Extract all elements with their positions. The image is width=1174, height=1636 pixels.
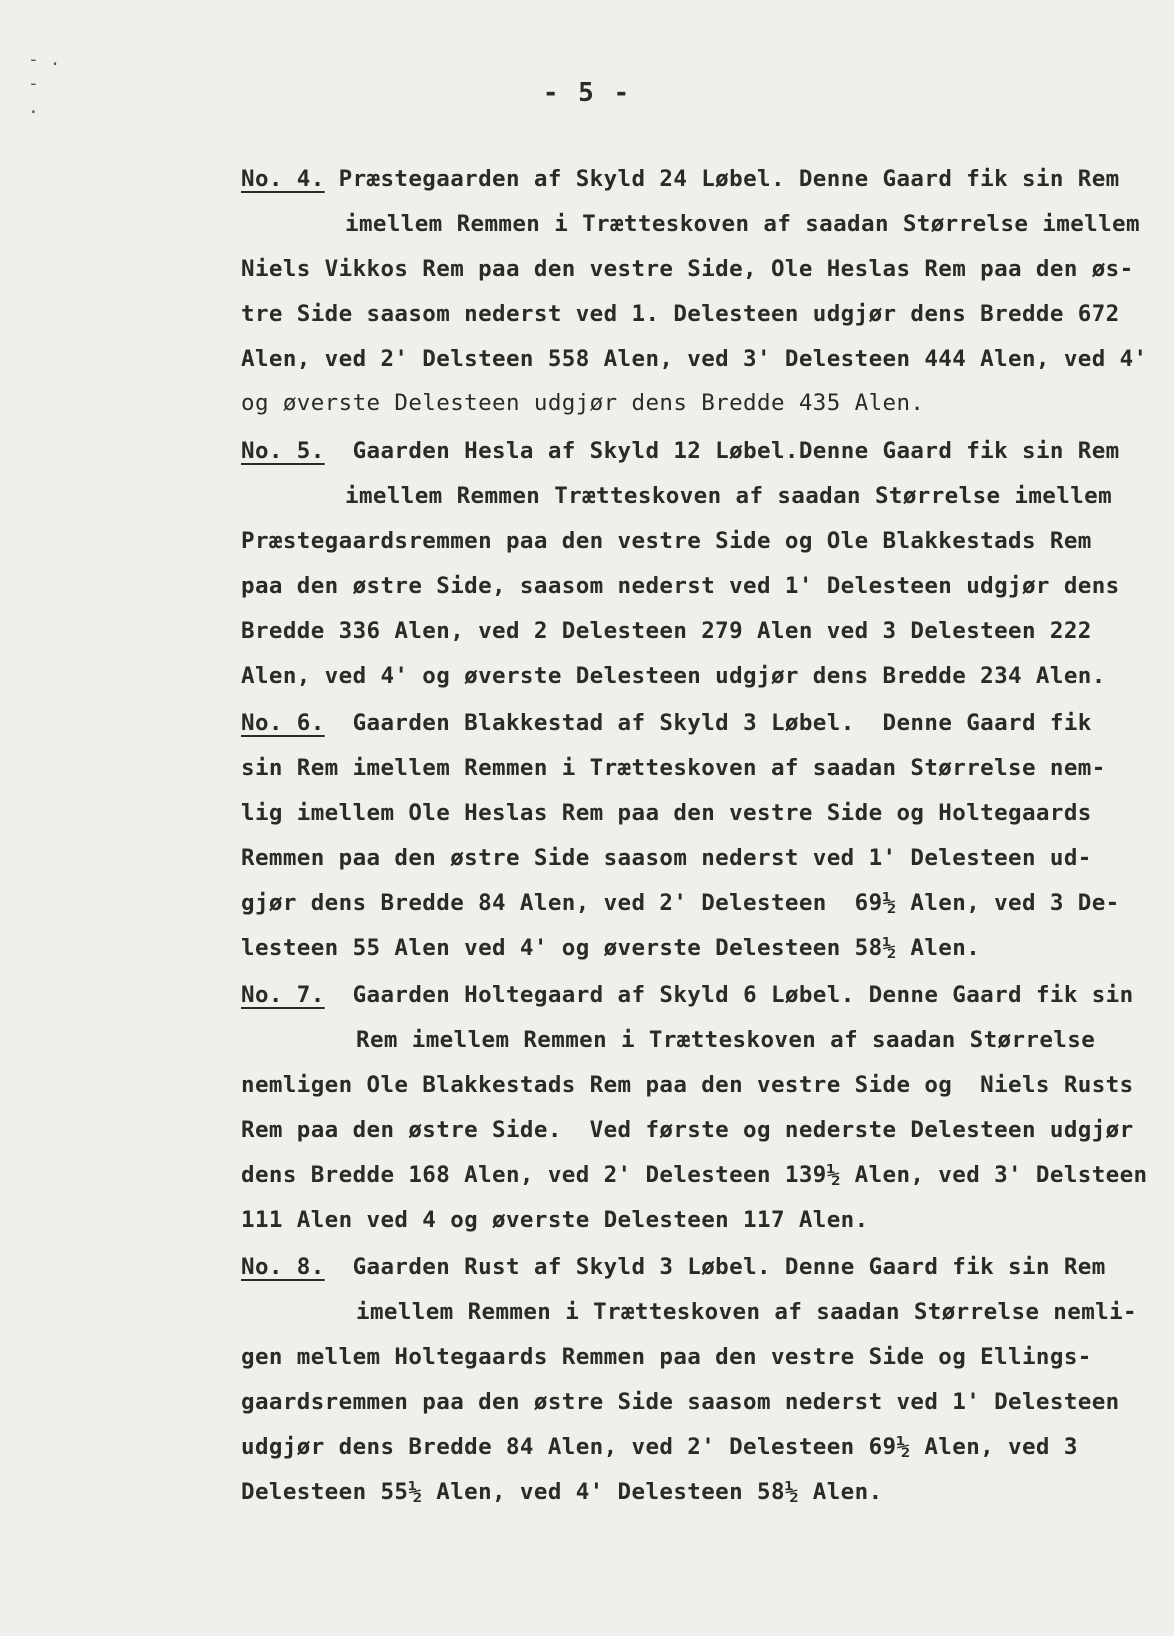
entry-5-line-5: Bredde 336 Alen, ved 2 Delesteen 279 Alen ved 3 Delesteen 222 bbox=[241, 618, 1092, 644]
entry-number: No. 4. bbox=[241, 166, 325, 192]
entry-7-line-4: Rem paa den østre Side. Ved første og nederste Delesteen udgjør bbox=[241, 1117, 1134, 1143]
entry-text: Gaarden Holtegaard af Skyld 6 Løbel. Denne Gaard fik sin bbox=[324, 982, 1134, 1008]
entry-text: Præstegaarden af Skyld 24 Løbel. Denne Gaard fik sin Rem bbox=[324, 166, 1120, 192]
entry-6-line-6: lesteen 55 Alen ved 4' og øverste Delesteen 58½ Alen. bbox=[241, 935, 981, 961]
entry-text: Gaarden Blakkestad af Skyld 3 Løbel. Denne Gaard fik bbox=[324, 710, 1092, 736]
entry-number: No. 6. bbox=[241, 710, 325, 736]
margin-mark: - bbox=[28, 73, 39, 94]
entry-6-line-4: Remmen paa den østre Side saasom nederst ved 1' Delesteen ud- bbox=[241, 845, 1092, 871]
entry-8-line-6: Delesteen 55½ Alen, ved 4' Delesteen 58½ Alen. bbox=[241, 1479, 883, 1505]
entry-7-line-1 bbox=[241, 972, 1134, 1018]
entry-8-line-3: gen mellem Holtegaards Remmen paa den vestre Side og Ellings- bbox=[241, 1344, 1092, 1370]
entry-4-line-5: Alen, ved 2' Delsteen 558 Alen, ved 3' Delesteen 444 Alen, ved 4' bbox=[241, 346, 1148, 372]
entry-5-line-4: paa den østre Side, saasom nederst ved 1' Delesteen udgjør dens bbox=[241, 573, 1120, 599]
entry-8-line-2: imellem Remmen i Trætteskoven af saadan Størrelse nemli- bbox=[356, 1299, 1137, 1325]
entry-number: No. 5. bbox=[241, 438, 325, 464]
margin-mark: . bbox=[28, 97, 39, 118]
entry-7-line-2: Rem imellem Remmen i Trætteskoven af saadan Størrelse bbox=[356, 1027, 1096, 1053]
entry-6-line-5: gjør dens Bredde 84 Alen, ved 2' Delesteen 69½ Alen, ved 3 De- bbox=[241, 890, 1120, 916]
entry-5-line-3: Præstegaardsremmen paa den vestre Side og Ole Blakkestads Rem bbox=[241, 528, 1092, 554]
entry-text: Gaarden Hesla af Skyld 12 Løbel.Denne Gaard fik sin Rem bbox=[324, 438, 1120, 464]
entry-6-line-2: sin Rem imellem Remmen i Trætteskoven af saadan Størrelse nem- bbox=[241, 755, 1106, 781]
entry-text: Gaarden Rust af Skyld 3 Løbel. Denne Gaard fik sin Rem bbox=[324, 1254, 1106, 1280]
entry-4-line-6: og øverste Delesteen udgjør dens Bredde 435 Alen. bbox=[241, 390, 925, 416]
entry-4-line-1 bbox=[241, 156, 1120, 202]
margin-mark: - . bbox=[28, 49, 61, 70]
entry-number: No. 7. bbox=[241, 982, 325, 1008]
entry-number: No. 8. bbox=[241, 1254, 325, 1280]
entry-8-line-4: gaardsremmen paa den østre Side saasom nederst ved 1' Delesteen bbox=[241, 1389, 1120, 1415]
entry-4-line-4: tre Side saasom nederst ved 1. Delesteen udgjør dens Bredde 672 bbox=[241, 301, 1120, 327]
entry-8-line-5: udgjør dens Bredde 84 Alen, ved 2' Delesteen 69½ Alen, ved 3 bbox=[241, 1434, 1078, 1460]
page-number: - 5 - bbox=[542, 78, 632, 108]
entry-7-line-3: nemligen Ole Blakkestads Rem paa den vestre Side og Niels Rusts bbox=[241, 1072, 1134, 1098]
entry-7-line-6: 111 Alen ved 4 og øverste Delesteen 117 Alen. bbox=[241, 1207, 869, 1233]
entry-7-line-5: dens Bredde 168 Alen, ved 2' Delesteen 139½ Alen, ved 3' Delsteen bbox=[241, 1162, 1148, 1188]
entry-4-line-3: Niels Vikkos Rem paa den vestre Side, Ole Heslas Rem paa den øs- bbox=[241, 256, 1134, 282]
entry-6-line-1 bbox=[241, 700, 1092, 746]
entry-6-line-3: lig imellem Ole Heslas Rem paa den vestre Side og Holtegaards bbox=[241, 800, 1092, 826]
entry-4-line-2: imellem Remmen i Trætteskoven af saadan Størrelse imellem bbox=[345, 211, 1140, 237]
entry-5-line-6: Alen, ved 4' og øverste Delesteen udgjør dens Bredde 234 Alen. bbox=[241, 663, 1106, 689]
entry-8-line-1 bbox=[241, 1244, 1106, 1290]
entry-5-line-2: imellem Remmen Trætteskoven af saadan Størrelse imellem bbox=[345, 483, 1113, 509]
entry-5-line-1 bbox=[241, 428, 1120, 474]
